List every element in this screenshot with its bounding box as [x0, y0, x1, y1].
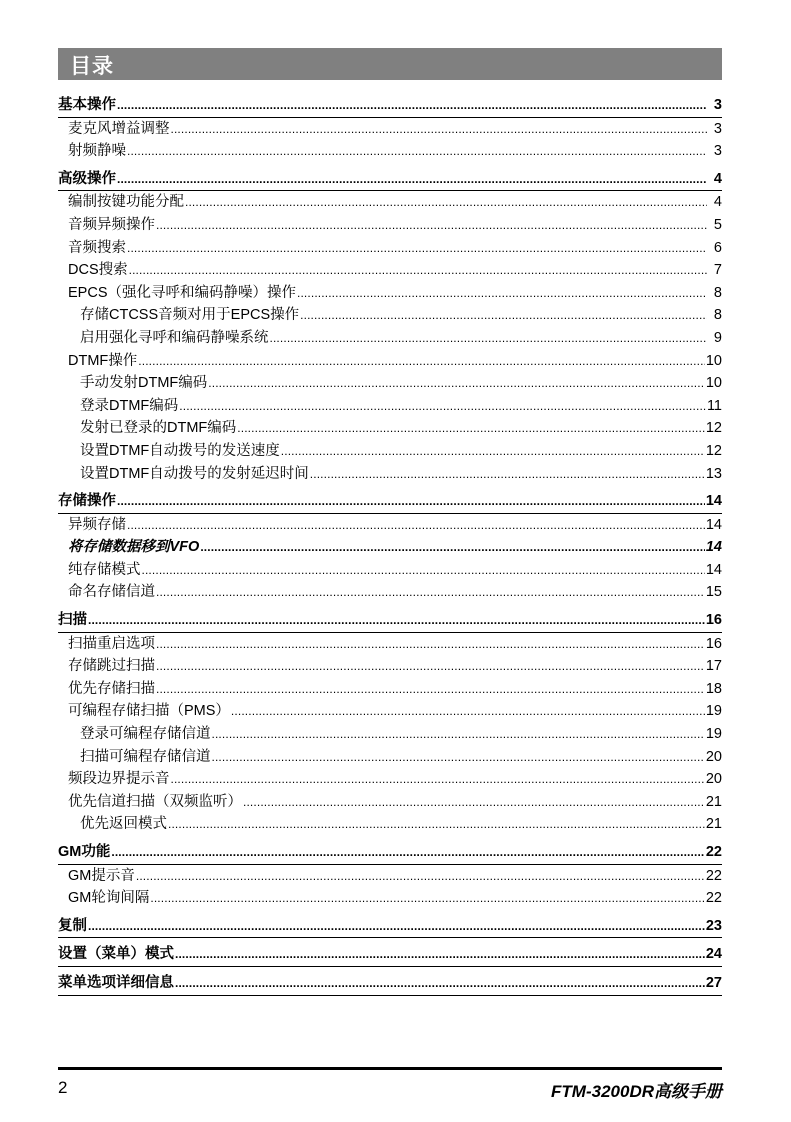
- toc-entry-label: 复制: [58, 917, 87, 934]
- toc-dot-leader: [117, 94, 707, 117]
- toc-dot-leader: [156, 581, 705, 604]
- toc-dot-leader: [111, 841, 705, 864]
- toc-entry-label: 存储操作: [58, 493, 116, 510]
- toc-entry-page: 3: [713, 143, 722, 160]
- toc-dot-leader: [171, 118, 708, 141]
- toc-entry[interactable]: [58, 463, 722, 486]
- toc-entry[interactable]: [58, 915, 722, 939]
- toc-entry[interactable]: [58, 813, 722, 836]
- toc-dot-leader: [156, 678, 705, 701]
- toc-entry-page: 17: [705, 658, 722, 675]
- footer-manual-title: FTM-3200DR高级手册: [551, 1082, 722, 1101]
- toc-entry-label: 射频静噪: [68, 143, 126, 160]
- toc-entry-label: 设置DTMF自动拨号的发送速度: [80, 442, 280, 459]
- toc-entry[interactable]: [58, 191, 722, 214]
- toc-entry[interactable]: [58, 972, 722, 996]
- toc-entry-page: 12: [705, 420, 722, 437]
- toc-dot-leader: [281, 440, 705, 463]
- toc-dot-leader: [171, 768, 705, 791]
- toc-entry-label: 登录DTMF编码: [80, 397, 179, 414]
- toc-entry-label: GM提示音: [68, 867, 135, 884]
- toc-entry-page: 4: [713, 170, 722, 187]
- toc-dot-leader: [117, 490, 705, 513]
- toc-entry-page: 22: [705, 867, 722, 884]
- toc-entry[interactable]: [58, 282, 722, 305]
- toc-entry-label: 存储CTCSS音频对用于EPCS操作: [80, 307, 300, 324]
- toc-dot-leader: [212, 723, 705, 746]
- toc-entry-label: 扫描可编程存储信道: [80, 748, 211, 765]
- toc-entry-page: 7: [713, 262, 722, 279]
- toc-entry-page: 3: [713, 97, 722, 113]
- toc-entry-label: 编制按键功能分配: [68, 194, 184, 211]
- toc-dot-leader: [156, 214, 707, 237]
- toc-entry[interactable]: [58, 633, 722, 656]
- toc-dot-leader: [231, 700, 705, 723]
- toc-entry[interactable]: [58, 304, 722, 327]
- toc-entry[interactable]: [58, 350, 722, 373]
- toc-entry-page: 22: [705, 844, 722, 860]
- toc-entry-label: 优先存储扫描: [68, 680, 155, 697]
- toc-entry-label: 麦克风增益调整: [68, 120, 170, 137]
- toc-entry-label: 音频异频操作: [68, 216, 155, 233]
- toc-dot-leader: [200, 536, 705, 559]
- toc-entry[interactable]: [58, 417, 722, 440]
- toc-entry-label: 设置DTMF自动拨号的发射延迟时间: [80, 465, 309, 482]
- toc-entry-page: 21: [705, 793, 722, 810]
- toc-entry[interactable]: [58, 655, 722, 678]
- toc-entry[interactable]: [58, 372, 722, 395]
- toc-entry-label: 频段边界提示音: [68, 771, 170, 788]
- toc-dot-leader: [127, 237, 707, 260]
- toc-entry[interactable]: [58, 700, 722, 723]
- toc-entry-label: 扫描重启选项: [68, 635, 155, 652]
- toc-entry-label: 基本操作: [58, 97, 116, 113]
- toc-entry[interactable]: [58, 94, 722, 118]
- toc-dot-leader: [156, 633, 705, 656]
- toc-entry-page: 12: [705, 442, 722, 459]
- toc-entry-page: 8: [713, 307, 722, 324]
- toc-dot-leader: [208, 372, 705, 395]
- toc-entry-label: EPCS（强化寻呼和编码静噪）操作: [68, 284, 296, 301]
- toc-entry-label: 优先返回模式: [80, 816, 167, 833]
- toc-entry-page: 14: [705, 561, 722, 578]
- toc-dot-leader: [310, 463, 705, 486]
- toc-entry-label: GM功能: [58, 844, 111, 860]
- toc-entry-page: 20: [705, 771, 722, 788]
- toc-entry[interactable]: [58, 168, 722, 192]
- toc-dot-leader: [127, 514, 705, 537]
- toc-dot-leader: [212, 746, 705, 769]
- toc-entry[interactable]: [58, 841, 722, 865]
- toc-entry[interactable]: [58, 259, 722, 282]
- toc-entry[interactable]: [58, 723, 722, 746]
- toc-entry-page: 3: [713, 120, 722, 137]
- toc-entry-label: 异频存储: [68, 516, 126, 533]
- toc-entry[interactable]: [58, 559, 722, 582]
- toc-entry[interactable]: [58, 768, 722, 791]
- toc-entry-page: 15: [705, 584, 722, 601]
- toc-entry[interactable]: [58, 678, 722, 701]
- toc-entry-page: 14: [705, 539, 722, 556]
- toc-entry-label: 菜单选项详细信息: [58, 974, 174, 991]
- toc-entry-page: 14: [705, 516, 722, 533]
- toc-entry[interactable]: [58, 327, 722, 350]
- toc-dot-leader: [185, 191, 707, 214]
- toc-entry-page: 21: [705, 816, 722, 833]
- toc-entry[interactable]: [58, 943, 722, 967]
- toc-entry-label: 设置（菜单）模式: [58, 946, 174, 963]
- toc-entry-page: 8: [713, 284, 722, 301]
- toc-entry-page: 19: [705, 726, 722, 743]
- toc-entry-label: 命名存储信道: [68, 584, 155, 601]
- toc-entry-page: 16: [705, 635, 722, 652]
- toc-entry[interactable]: [58, 887, 722, 910]
- toc-entry-page: 10: [705, 375, 722, 392]
- toc-entry-page: 4: [713, 194, 722, 211]
- toc-entry-page: 18: [705, 680, 722, 697]
- toc-entry[interactable]: [58, 514, 722, 537]
- toc-dot-leader: [243, 791, 705, 814]
- toc-dot-leader: [156, 655, 705, 678]
- toc-entry-label: DCS搜索: [68, 262, 128, 279]
- toc-entry[interactable]: [58, 140, 722, 163]
- toc-entry-page: 23: [705, 917, 722, 934]
- toc-dot-leader: [300, 304, 707, 327]
- footer-page-number: 2: [58, 1078, 68, 1097]
- toc-entry[interactable]: [58, 440, 722, 463]
- toc-dot-leader: [270, 327, 708, 350]
- toc-dot-leader: [168, 813, 705, 836]
- toc-entry-label: 将存储数据移到VFO: [68, 539, 200, 556]
- toc-entry-label: 发射已登录的DTMF编码: [80, 420, 237, 437]
- toc-dot-leader: [127, 140, 707, 163]
- toc-entry-label: GM轮询间隔: [68, 890, 150, 907]
- toc-entry-label: 高级操作: [58, 170, 116, 187]
- toc-entry[interactable]: [58, 237, 722, 260]
- toc-dot-leader: [297, 282, 707, 305]
- toc-entry-label: 优先信道扫描（双频监听）: [68, 793, 242, 810]
- toc-entry-page: 24: [705, 946, 722, 963]
- toc-entry[interactable]: [58, 214, 722, 237]
- toc-entry-label: 扫描: [58, 612, 87, 629]
- toc-entry-page: 14: [705, 493, 722, 510]
- toc-entry-label: 存储跳过扫描: [68, 658, 155, 675]
- toc-entry[interactable]: [58, 581, 722, 604]
- toc-entry-page: 16: [705, 612, 722, 629]
- toc-entry[interactable]: [58, 865, 722, 888]
- table-of-contents: [58, 94, 722, 996]
- toc-entry-page: 27: [705, 974, 722, 991]
- toc-entry[interactable]: [58, 791, 722, 814]
- toc-entry-page: 9: [713, 329, 722, 346]
- toc-entry-label: 登录可编程存储信道: [80, 726, 211, 743]
- toc-dot-leader: [129, 259, 707, 282]
- toc-entry-label: 手动发射DTMF编码: [80, 375, 208, 392]
- toc-entry-page: 22: [705, 890, 722, 907]
- toc-dot-leader: [138, 350, 705, 373]
- toc-entry-page: 10: [705, 352, 722, 369]
- toc-entry[interactable]: [58, 536, 722, 559]
- toc-entry-label: 可编程存储扫描（PMS）: [68, 703, 230, 720]
- toc-entry-label: DTMF操作: [68, 352, 138, 369]
- toc-entry[interactable]: [58, 746, 722, 769]
- page-title: 目录: [70, 55, 114, 78]
- toc-entry-label: 音频搜索: [68, 239, 126, 256]
- toc-entry-page: 5: [713, 216, 722, 233]
- toc-entry-page: 20: [705, 748, 722, 765]
- toc-entry-page: 11: [706, 397, 722, 414]
- toc-title-bar: [58, 48, 722, 80]
- toc-entry-label: 启用强化寻呼和编码静噪系统: [80, 329, 269, 346]
- toc-dot-leader: [136, 865, 705, 888]
- toc-entry-page: 6: [713, 239, 722, 256]
- toc-dot-leader: [88, 609, 705, 632]
- toc-dot-leader: [117, 168, 707, 191]
- toc-entry[interactable]: [58, 118, 722, 141]
- toc-entry[interactable]: [58, 395, 722, 418]
- toc-dot-leader: [142, 559, 705, 582]
- toc-entry-page: 13: [705, 465, 722, 482]
- toc-dot-leader: [175, 943, 705, 966]
- toc-dot-leader: [237, 417, 705, 440]
- toc-dot-leader: [150, 887, 705, 910]
- toc-entry[interactable]: [58, 490, 722, 514]
- toc-dot-leader: [88, 915, 705, 938]
- toc-dot-leader: [179, 395, 706, 418]
- footer-divider: [58, 1067, 722, 1070]
- toc-dot-leader: [175, 972, 705, 995]
- toc-entry[interactable]: [58, 609, 722, 633]
- toc-entry-label: 纯存储模式: [68, 561, 141, 578]
- toc-entry-page: 19: [705, 703, 722, 720]
